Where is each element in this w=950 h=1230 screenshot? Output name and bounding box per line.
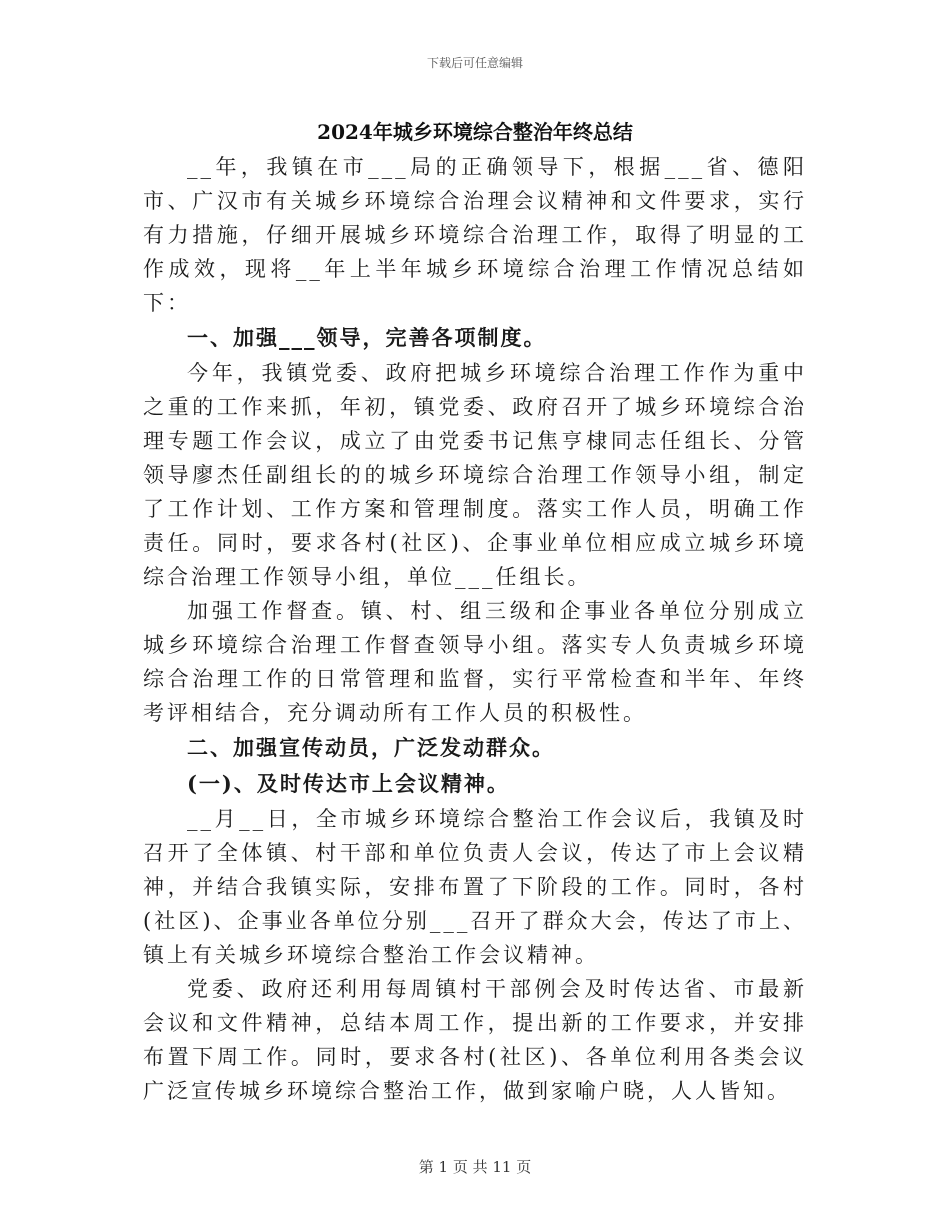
page-number: 第 1 页 共 11 页 bbox=[418, 1158, 532, 1176]
intro-paragraph: __年，我镇在市___局的正确领导下，根据___省、德阳市、广汉市有关城乡环境综合治理会议精神和文件要求，实行有力措施，仔细开展城乡环境综合治理工作，取得了明显的工作成效，现将__年上半年城乡环境综合治理工作情况总结如下： bbox=[143, 155, 807, 315]
section-2-paragraph-2: 党委、政府还利用每周镇村干部例会及时传达省、市最新会议和文件精神，总结本周工作，提出新的工作要求，并安排布置下周工作。同时，要求各村(社区)、各单位利用各类会议广泛宣传城乡环境综合整治工作，做到家喻户晓，人人皆知。 bbox=[143, 977, 807, 1103]
page-header-note: 下载后可任意编辑 bbox=[426, 56, 523, 70]
document-title: 2024年城乡环境综合整治年终总结 bbox=[317, 120, 633, 144]
section-heading-2: 二、加强宣传动员，广泛发动群众。 bbox=[187, 735, 555, 760]
section-1-paragraph-2: 加强工作督查。镇、村、组三级和企事业各单位分别成立城乡环境综合治理工作督查领导小组。落实专人负责城乡环境综合治理工作的日常管理和监督，实行平常检查和半年、年终考评相结合，充分调动所有工作人员的积极性。 bbox=[143, 599, 807, 725]
section-heading-1: 一、加强___领导，完善各项制度。 bbox=[187, 325, 547, 350]
section-1-paragraph-1: 今年，我镇党委、政府把城乡环境综合治理工作作为重中之重的工作来抓，年初，镇党委、政府召开了城乡环境综合治理专题工作会议，成立了由党委书记焦亨棣同志任组长、分管领导廖杰任副组长的的城乡环境综合治理工作领导小组，制定了工作计划、工作方案和管理制度。落实工作人员，明确工作责任。同时，要求各村(社区)、企事业单位相应成立城乡环境综合治理工作领导小组，单位___任组长。 bbox=[143, 361, 807, 589]
section-2-paragraph-1: __月__日，全市城乡环境综合整治工作会议后，我镇及时召开了全体镇、村干部和单位负责人会议，传达了市上会议精神，并结合我镇实际，安排布置了下阶段的工作。同时，各村(社区)、企事业各单位分别___召开了群众大会，传达了市上、镇上有关城乡环境综合整治工作会议精神。 bbox=[143, 807, 807, 967]
subsection-heading-2-1: (一)、及时传达市上会议精神。 bbox=[187, 771, 510, 796]
document-body bbox=[143, 150, 807, 1108]
